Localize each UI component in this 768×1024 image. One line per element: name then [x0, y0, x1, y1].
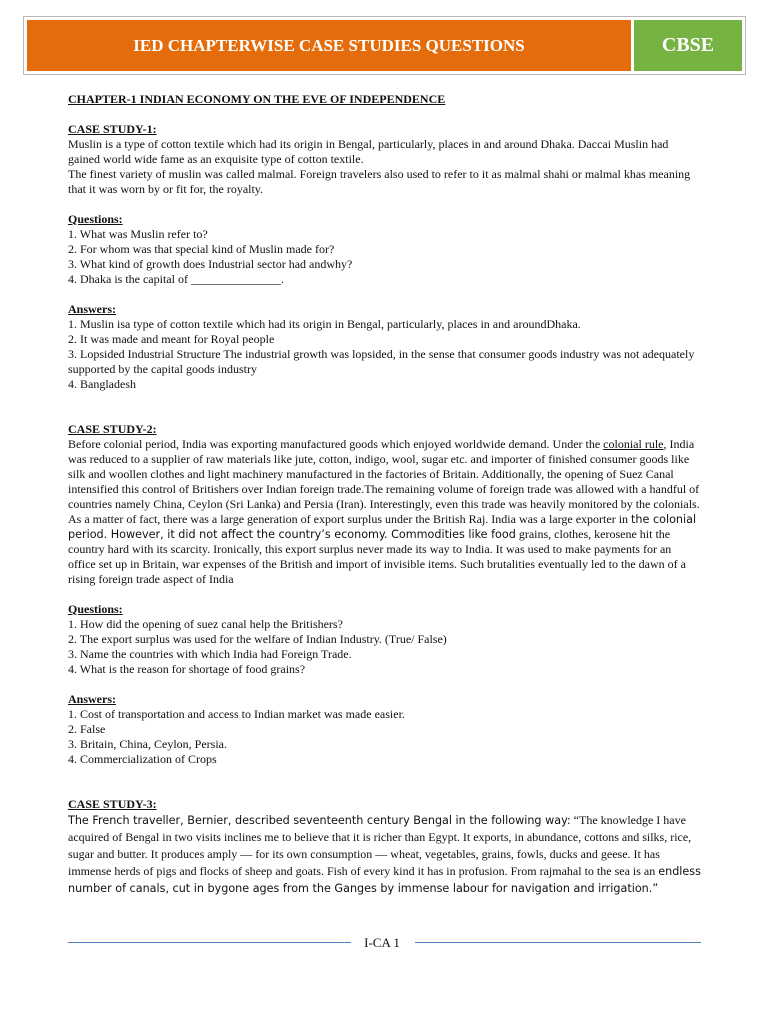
question-item: 4. What is the reason for shortage of food grains? [68, 662, 306, 676]
case-study-1 [68, 122, 702, 392]
answer-item: 2. False [68, 722, 106, 736]
case-study-3-paragraph: The French traveller, Bernier, described seventeenth century Bengal in the following way: “The knowledge I have acquired of Bengal in two visits inclines me to believe that it is richer than Egypt. It exports, in abundance, cottons and silks, rice, sugar and butter. It produces amply — for its own consumption — wheat, vegetables, grains, fowls, ducks and geese. It has immense herds of pigs and flocks of sheep and goats. Fish of every kind it has in profusion. From rajmahal to the sea is an endless number of canals, cut in bygone ages from the Ganges by immense labour for navigation and irrigation.” [68, 813, 701, 895]
case-study-2 [68, 422, 702, 767]
answers-list [68, 707, 702, 767]
case-study-3-title: CASE STUDY-3: [68, 797, 157, 811]
case-study-1-paragraph: Muslin is a type of cotton textile which had its origin in Bengal, particularly, places in and around Dhaka. Daccai Muslin had gained world wide fame as an exquisite type of cotton textile. [68, 137, 669, 166]
case-study-2-paragraph: Before colonial period, India was exporting manufactured goods which enjoyed worldwide demand. Under the colonial rule, India was reduced to a supplier of raw materials like jute, cotton, indigo, wool, sugar etc. and importer of finished consumer goods like silk and woollen clothes and light machinery manufactured in the factories of Britain. Additionally, the opening of Suez Canal intensified this control of Britishers over Indian foreign trade.The remaining volume of foreign trade was allowed with a handful of countries namely China, Ceylon (Sri Lanka) and Persia (Iran). Interestingly, even this trade was heavily monitored by the colonials. As a matter of fact, there was a large generation of export surplus under the British Raj. India was a large exporter in the colonial period. However, it did not affect the country’s economy. Commodities like food grains, clothes, kerosene hit the country hard with its scarcity. Ironically, this export surplus never made its way to India. It was used to make payments for an office set up in Britain, war expenses of the British and import of invisible items. Such brutalities eventually led to the dawn of a rising foreign trade aspect of India [68, 437, 700, 586]
answer-item: 2. It was made and meant for Royal people [68, 332, 275, 346]
answer-item: 1. Cost of transportation and access to Indian market was made easier. [68, 707, 405, 721]
page-number: I-CA 1 [364, 935, 400, 950]
document-body [68, 92, 702, 897]
footer-divider-left [68, 942, 351, 943]
question-item: 2. The export surplus was used for the welfare of Indian Industry. (True/ False) [68, 632, 447, 646]
header-badge: CBSE [634, 20, 742, 71]
question-item: 3. Name the countries with which India had Foreign Trade. [68, 647, 352, 661]
header-title: IED CHAPTERWISE CASE STUDIES QUESTIONS [27, 20, 631, 71]
question-item: 2. For whom was that special kind of Muslin made for? [68, 242, 335, 256]
question-item: 1. How did the opening of suez canal help the Britishers? [68, 617, 343, 631]
answer-item: 1. Muslin isa type of cotton textile which had its origin in Bengal, particularly, places in and aroundDhaka. [68, 317, 581, 331]
answers-heading: Answers: [68, 692, 116, 706]
questions-list [68, 227, 702, 287]
question-item: 4. Dhaka is the capital of _______________. [68, 272, 284, 286]
colonial-rule-link[interactable]: colonial rule [603, 437, 664, 451]
case-study-2-title: CASE STUDY-2: [68, 422, 157, 436]
answer-item: 3. Lopsided Industrial Structure The industrial growth was lopsided, in the sense that consumer goods industry was not adequately supported by the capital goods industry [68, 347, 695, 376]
questions-heading: Questions: [68, 602, 123, 616]
answers-list [68, 317, 702, 392]
chapter-title: CHAPTER-1 INDIAN ECONOMY ON THE EVE OF INDEPENDENCE [68, 92, 446, 106]
case-study-3 [68, 797, 702, 897]
answer-item: 3. Britain, China, Ceylon, Persia. [68, 737, 227, 751]
questions-heading: Questions: [68, 212, 123, 226]
page-header [23, 16, 746, 75]
questions-list [68, 617, 702, 677]
question-item: 1. What was Muslin refer to? [68, 227, 208, 241]
answer-item: 4. Bangladesh [68, 377, 136, 391]
case-study-1-paragraph: The finest variety of muslin was called malmal. Foreign travelers also used to refer to it as malmal shahi or malmal khas meaning that it was worn by or fit for, the royalty. [68, 167, 691, 196]
answers-heading: Answers: [68, 302, 116, 316]
question-item: 3. What kind of growth does Industrial sector had andwhy? [68, 257, 353, 271]
footer-divider-right [415, 942, 701, 943]
answer-item: 4. Commercialization of Crops [68, 752, 217, 766]
case-study-1-title: CASE STUDY-1: [68, 122, 157, 136]
